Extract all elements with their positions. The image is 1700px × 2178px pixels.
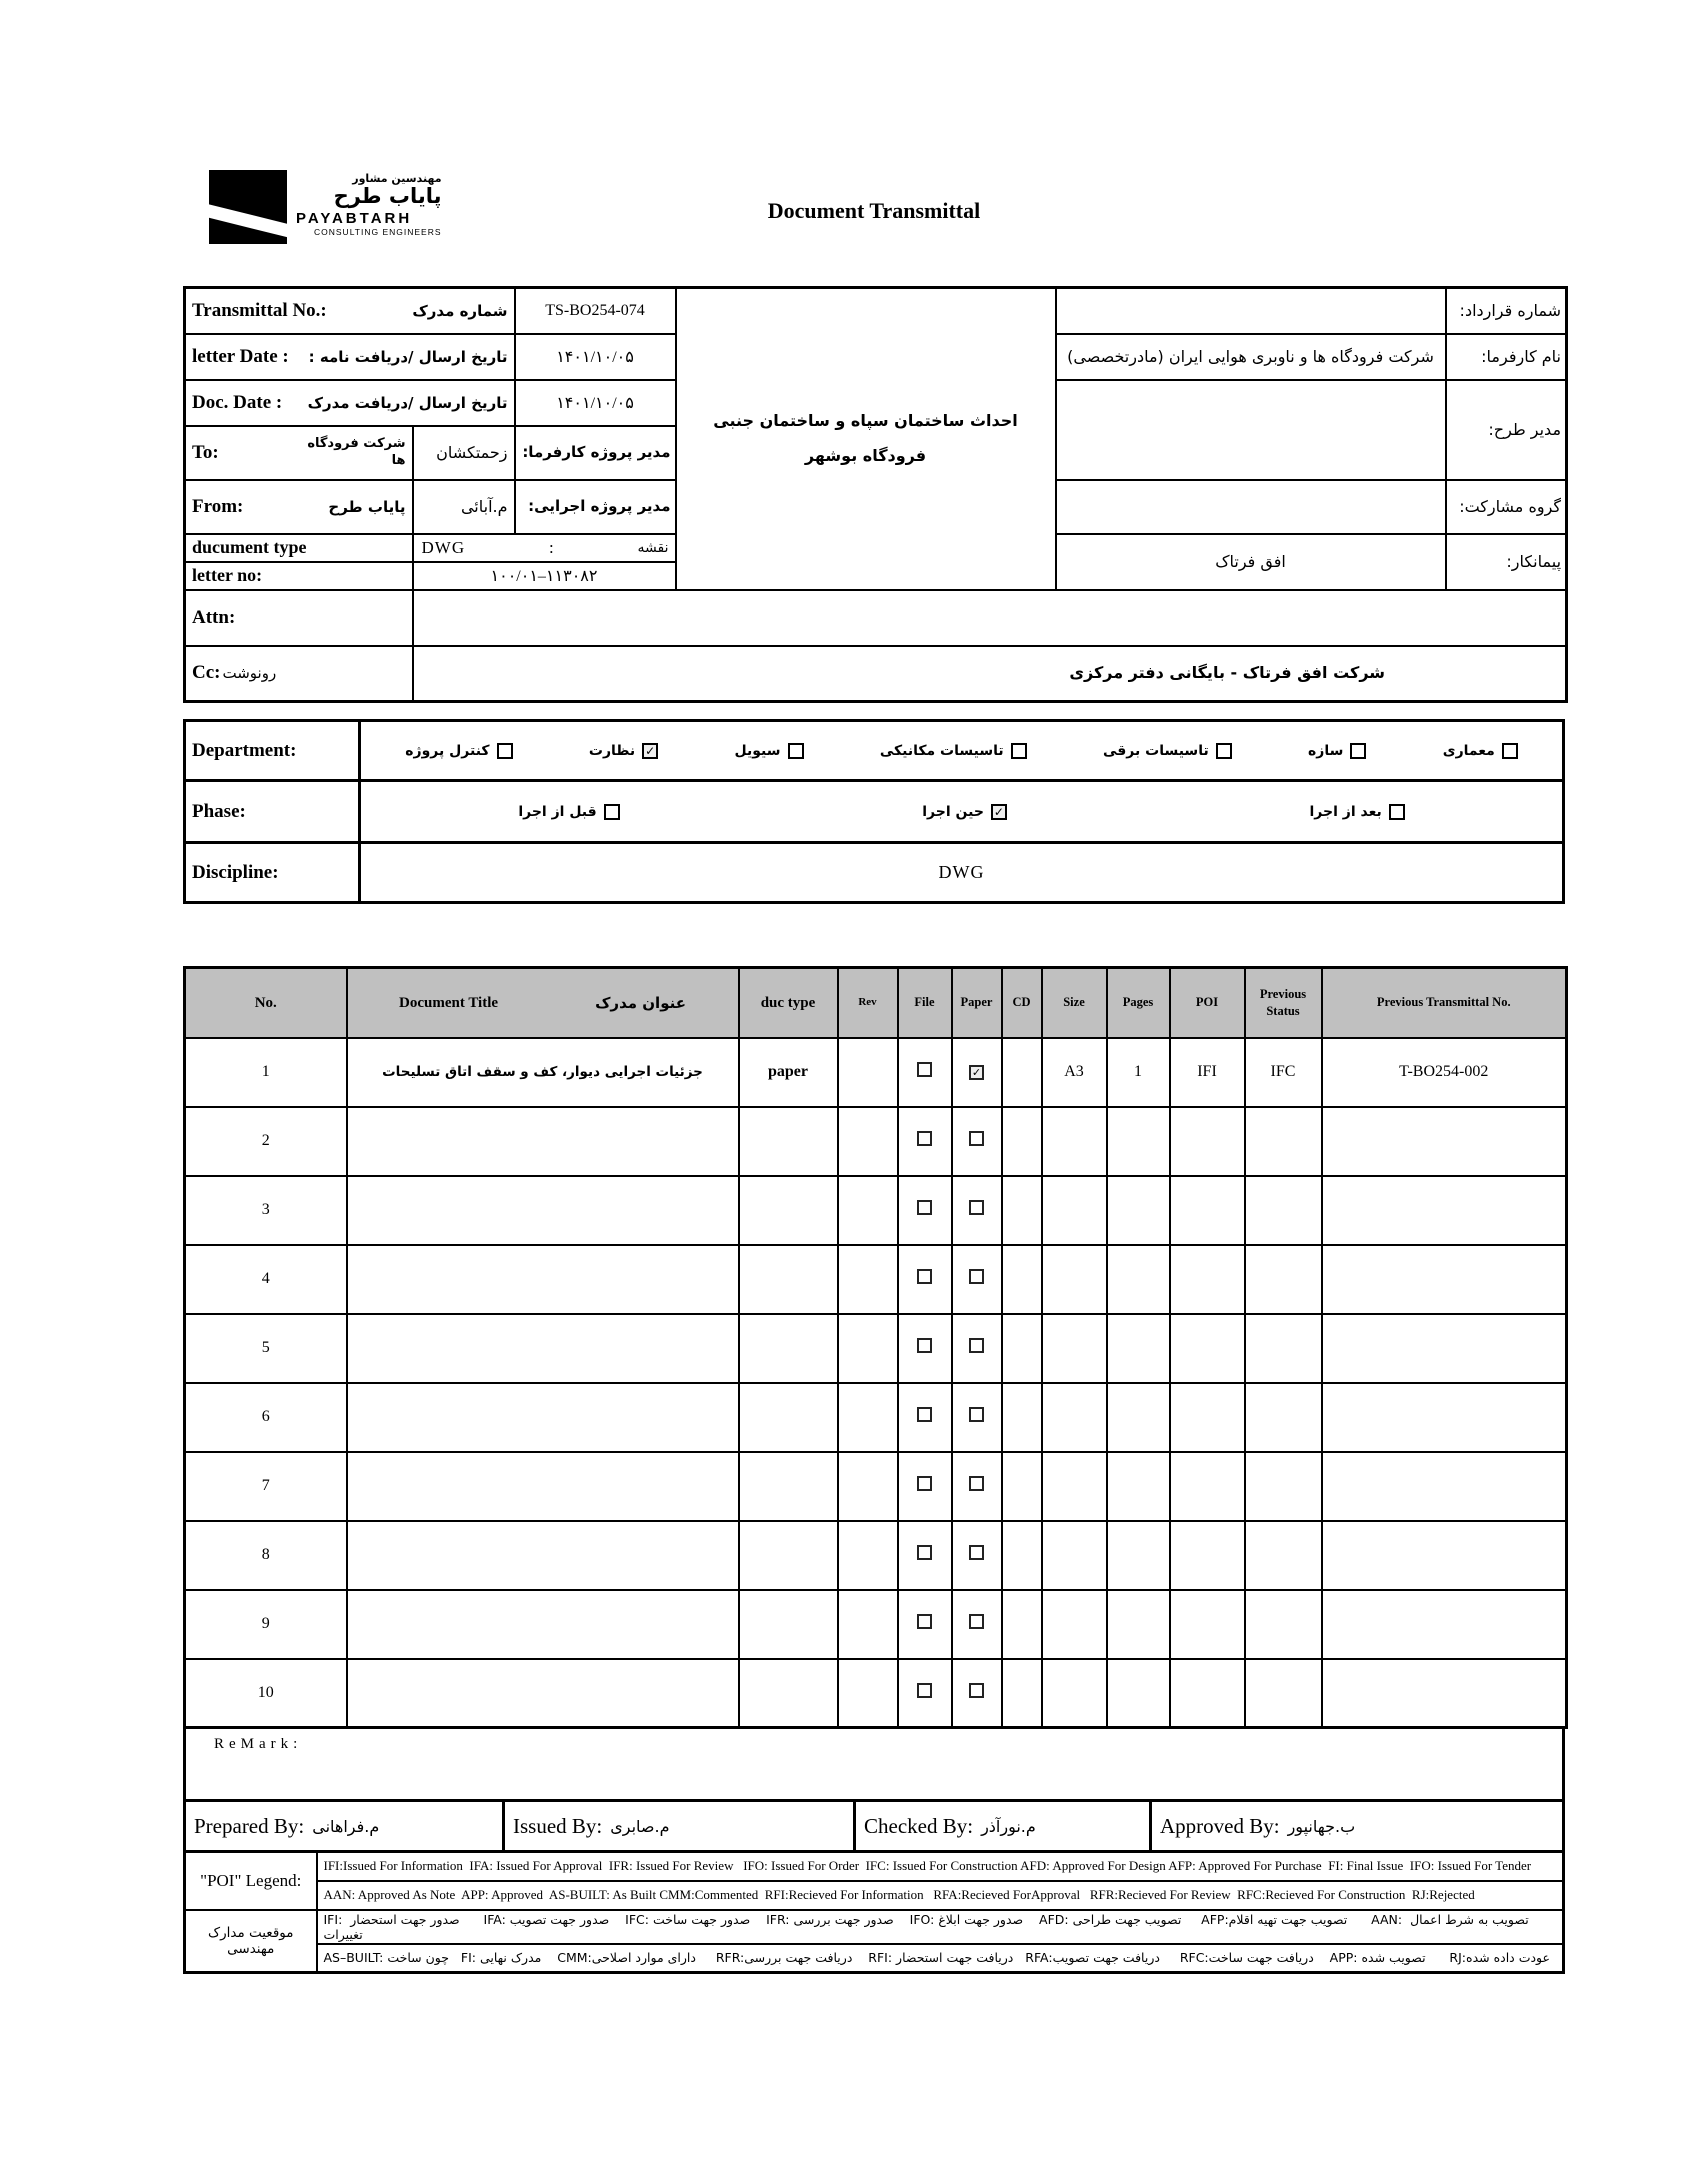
col-header-pages: Pages <box>1107 968 1170 1038</box>
row-rev <box>838 1176 898 1245</box>
row-paper-cell <box>952 1521 1002 1590</box>
classification-table <box>183 719 1565 904</box>
document-type-value-cell <box>413 534 676 562</box>
table-row <box>185 1659 1567 1728</box>
row-number: 8 <box>185 1521 347 1590</box>
contract-no-label: شماره قرارداد: <box>1446 288 1567 334</box>
poi-legend-line2: AAN: Approved As Note APP: Approved AS-BUILT: As Built CMM:Commented RFI:Recieved For Information RFA:Recieved ForApproval RFR:Recieved For Review RFC:Recieved For Construction RJ:Rejected <box>317 1881 1564 1910</box>
transmittal-no-value: TS-BO254-074 <box>515 288 676 334</box>
contractor-value: افق فرتاک <box>1056 534 1446 590</box>
from-value: پایاب طرح <box>328 497 406 516</box>
table-row <box>185 1452 1567 1521</box>
row-size <box>1042 1107 1107 1176</box>
paper-checkbox[interactable] <box>969 1200 984 1215</box>
row-prev-status <box>1245 1590 1322 1659</box>
row-file-cell <box>898 1245 952 1314</box>
logo-fa-tagline: مهندسین مشاور <box>352 172 442 185</box>
table-row <box>185 1590 1567 1659</box>
department-option <box>405 743 512 759</box>
row-number: 1 <box>185 1038 347 1107</box>
letter-date-label-en: letter Date : <box>192 345 289 367</box>
row-cd <box>1002 1038 1042 1107</box>
row-pages <box>1107 1659 1170 1728</box>
doc-date-label-cell <box>185 380 515 426</box>
doc-date-label-fa: تاریخ ارسال /دریافت مدرک <box>307 393 508 412</box>
row-size <box>1042 1245 1107 1314</box>
document-rows <box>185 1038 1567 1728</box>
row-prev-transmittal <box>1322 1383 1567 1452</box>
col-header-title-en: Document Title <box>399 994 499 1011</box>
row-duc-type <box>739 1659 838 1728</box>
col-header-rev: Rev <box>838 968 898 1038</box>
row-prev-status <box>1245 1659 1322 1728</box>
row-rev <box>838 1383 898 1452</box>
department-option-label: تاسیسات مکانیکی <box>879 742 1004 759</box>
department-checkbox[interactable] <box>1011 743 1027 759</box>
logo-en-name: PAYABTARH <box>296 210 413 228</box>
paper-checkbox[interactable] <box>969 1476 984 1491</box>
col-header-title <box>347 968 739 1038</box>
client-pm-value: زحمتکشان <box>413 426 515 480</box>
col-header-file: File <box>898 968 952 1038</box>
checked-by-value: م.نورآذر <box>981 1816 1036 1836</box>
table-row <box>185 1314 1567 1383</box>
col-header-no: No. <box>185 968 347 1038</box>
legend-table <box>183 1850 1565 1974</box>
phase-option <box>518 804 619 820</box>
row-prev-transmittal <box>1322 1452 1567 1521</box>
table-row <box>185 1383 1567 1452</box>
row-title-cell <box>347 1176 739 1245</box>
row-title-cell <box>347 1038 739 1107</box>
row-file-cell <box>898 1659 952 1728</box>
phase-options <box>360 781 1564 843</box>
row-pages <box>1107 1107 1170 1176</box>
fa-legend-label: موقعیت مدارک مهندسی <box>185 1910 317 1973</box>
row-poi: IFI <box>1170 1038 1245 1107</box>
row-poi <box>1170 1176 1245 1245</box>
row-size <box>1042 1383 1107 1452</box>
letter-date-value: ۱۴۰۱/۱۰/۰۵ <box>515 334 676 380</box>
phase-checkbox[interactable] <box>604 804 620 820</box>
row-prev-transmittal <box>1322 1107 1567 1176</box>
cc-label-en: Cc: <box>192 662 221 684</box>
prepared-by-cell <box>183 1799 505 1853</box>
file-checkbox[interactable] <box>917 1614 932 1629</box>
row-poi <box>1170 1590 1245 1659</box>
page-title: Document Transmittal <box>767 198 981 223</box>
department-option-label: سیویل <box>734 742 781 759</box>
department-option <box>1443 743 1518 759</box>
phase-option <box>922 804 1007 820</box>
cc-value-cell <box>413 646 1567 702</box>
row-cd <box>1002 1659 1042 1728</box>
col-header-paper: Paper <box>952 968 1002 1038</box>
row-file-cell <box>898 1038 952 1107</box>
row-file-cell <box>898 1176 952 1245</box>
phase-option-label: بعد از اجرا <box>1309 803 1382 820</box>
header-table <box>183 286 1568 703</box>
row-pages <box>1107 1314 1170 1383</box>
row-title-cell <box>347 1521 739 1590</box>
department-option <box>589 743 658 759</box>
row-file-cell <box>898 1383 952 1452</box>
row-prev-transmittal <box>1322 1314 1567 1383</box>
row-prev-transmittal <box>1322 1245 1567 1314</box>
document-type-value-fa: نقشه <box>637 539 669 556</box>
poi-legend-line1: IFI:Issued For Information IFA: Issued For Approval IFR: Issued For Review IFO: Issued For Order IFC: Issued For Construction AFD: Approved For Design AFP: Approved For Purchase FI: Final Issue IFO: Issued For Tender <box>317 1852 1564 1881</box>
row-poi <box>1170 1107 1245 1176</box>
transmittal-no-label-fa: شماره مدرک <box>412 301 508 320</box>
phase-label: Phase: <box>185 781 360 843</box>
department-checkbox-row <box>367 743 1556 759</box>
row-rev <box>838 1590 898 1659</box>
row-prev-transmittal <box>1322 1590 1567 1659</box>
letter-date-label-cell <box>185 334 515 380</box>
department-option-label: تاسیسات برقی <box>1102 742 1209 759</box>
paper-checkbox[interactable]: ✓ <box>969 1065 984 1080</box>
row-cd <box>1002 1383 1042 1452</box>
row-size <box>1042 1590 1107 1659</box>
row-title-cell <box>347 1245 739 1314</box>
row-title-cell <box>347 1383 739 1452</box>
row-file-cell <box>898 1107 952 1176</box>
paper-checkbox[interactable] <box>969 1338 984 1353</box>
row-paper-cell <box>952 1176 1002 1245</box>
phase-option <box>1309 804 1404 820</box>
logo-en-subtitle: CONSULTING ENGINEERS <box>314 227 442 238</box>
design-manager-value <box>1056 380 1446 480</box>
prepared-by-label: Prepared By: <box>194 1813 305 1838</box>
department-checkbox[interactable]: ✓ <box>642 743 658 759</box>
poi-legend-label: "POI" Legend: <box>185 1852 317 1910</box>
partnership-label: گروه مشارکت: <box>1446 480 1567 534</box>
signature-row <box>183 1799 1565 1853</box>
cc-value: شرکت افق فرتاک - بایگانی دفتر مرکزی <box>1069 663 1386 683</box>
paper-checkbox[interactable] <box>969 1545 984 1560</box>
approved-by-label: Approved By: <box>1160 1813 1280 1838</box>
row-duc-type <box>739 1452 838 1521</box>
row-rev <box>838 1659 898 1728</box>
letter-date-label-fa: تاریخ ارسال /دریافت نامه : <box>308 347 508 366</box>
discipline-label: Discipline: <box>185 843 360 903</box>
row-file-cell <box>898 1590 952 1659</box>
row-cd <box>1002 1590 1042 1659</box>
paper-checkbox[interactable] <box>969 1683 984 1698</box>
doc-date-label-en: Doc. Date : <box>192 391 283 413</box>
row-duc-type <box>739 1314 838 1383</box>
col-header-title-fa: عنوان مدرک <box>595 993 686 1012</box>
row-paper-cell <box>952 1107 1002 1176</box>
row-number: 4 <box>185 1245 347 1314</box>
row-duc-type <box>739 1590 838 1659</box>
checked-by-cell <box>853 1799 1152 1853</box>
design-manager-label: مدیر طرح: <box>1446 380 1567 480</box>
to-value: شرکت فرودگاه ها <box>307 436 406 468</box>
phase-checkbox-row <box>367 804 1556 820</box>
department-option-label: معماری <box>1442 742 1495 759</box>
transmittal-no-label-en: Transmittal No.: <box>192 299 327 321</box>
row-prev-status <box>1245 1107 1322 1176</box>
department-checkbox[interactable] <box>788 743 804 759</box>
paper-checkbox[interactable] <box>969 1131 984 1146</box>
row-paper-cell <box>952 1590 1002 1659</box>
file-checkbox[interactable] <box>917 1338 932 1353</box>
issued-by-value: م.صابری <box>610 1816 670 1836</box>
phase-checkbox[interactable] <box>1389 804 1405 820</box>
row-duc-type <box>739 1521 838 1590</box>
row-number: 2 <box>185 1107 347 1176</box>
row-paper-cell <box>952 1452 1002 1521</box>
file-checkbox[interactable] <box>917 1269 932 1284</box>
logo-fa-name: پایاب طرح <box>333 184 442 208</box>
row-prev-transmittal <box>1322 1659 1567 1728</box>
remark-box <box>183 1726 1565 1802</box>
row-number: 10 <box>185 1659 347 1728</box>
cc-label-fa: رونوشت <box>222 664 277 683</box>
from-cell <box>185 480 413 534</box>
row-pages <box>1107 1383 1170 1452</box>
row-prev-transmittal <box>1322 1176 1567 1245</box>
project-title-cell <box>676 288 1056 590</box>
issued-by-label: Issued By: <box>513 1813 603 1838</box>
prepared-by-value: م.فراهانی <box>312 1816 380 1836</box>
approved-by-value: ب.جهانپور <box>1287 1816 1356 1836</box>
row-title: جزئیات اجرایی دیوار، کف و سقف اتاق تسلیحات <box>382 1064 703 1080</box>
department-option <box>1103 743 1232 759</box>
row-number: 6 <box>185 1383 347 1452</box>
col-header-cd: CD <box>1002 968 1042 1038</box>
col-header-prev-status: Previous Status <box>1245 968 1322 1038</box>
row-size <box>1042 1521 1107 1590</box>
department-checkbox[interactable] <box>497 743 513 759</box>
row-pages <box>1107 1590 1170 1659</box>
row-rev <box>838 1107 898 1176</box>
row-number: 5 <box>185 1314 347 1383</box>
col-header-prev-transmittal: Previous Transmittal No. <box>1322 968 1567 1038</box>
row-number: 7 <box>185 1452 347 1521</box>
department-checkbox[interactable] <box>1502 743 1518 759</box>
row-rev <box>838 1038 898 1107</box>
row-size <box>1042 1452 1107 1521</box>
row-rev <box>838 1452 898 1521</box>
file-checkbox[interactable] <box>917 1476 932 1491</box>
department-option-label: سازه <box>1308 742 1344 759</box>
row-pages <box>1107 1245 1170 1314</box>
row-poi <box>1170 1383 1245 1452</box>
row-cd <box>1002 1452 1042 1521</box>
row-rev <box>838 1245 898 1314</box>
partnership-value <box>1056 480 1446 534</box>
row-title-cell <box>347 1452 739 1521</box>
from-label: From: <box>192 495 244 517</box>
doc-date-value: ۱۴۰۱/۱۰/۰۵ <box>515 380 676 426</box>
row-duc-type: paper <box>739 1038 838 1107</box>
row-cd <box>1002 1107 1042 1176</box>
row-poi <box>1170 1659 1245 1728</box>
row-paper-cell <box>952 1314 1002 1383</box>
department-options <box>360 721 1564 781</box>
file-checkbox[interactable] <box>917 1200 932 1215</box>
col-header-size: Size <box>1042 968 1107 1038</box>
row-duc-type <box>739 1107 838 1176</box>
department-checkbox[interactable] <box>1350 743 1366 759</box>
phase-option-label: حین اجرا <box>922 803 984 820</box>
table-row <box>185 1245 1567 1314</box>
row-cd <box>1002 1176 1042 1245</box>
phase-option-label: قبل از اجرا <box>518 803 597 820</box>
to-cell <box>185 426 413 480</box>
row-poi <box>1170 1452 1245 1521</box>
row-size <box>1042 1659 1107 1728</box>
client-name-label: نام کارفرما: <box>1446 334 1567 380</box>
row-file-cell <box>898 1314 952 1383</box>
department-option <box>735 743 804 759</box>
department-option-label: نظارت <box>588 742 636 759</box>
row-prev-status <box>1245 1521 1322 1590</box>
paper-checkbox[interactable] <box>969 1269 984 1284</box>
issued-by-cell <box>502 1799 856 1853</box>
department-option-label: کنترل پروژه <box>405 742 490 759</box>
row-duc-type <box>739 1245 838 1314</box>
row-prev-status <box>1245 1314 1322 1383</box>
row-paper-cell <box>952 1659 1002 1728</box>
cc-label-cell <box>185 646 413 702</box>
row-file-cell <box>898 1521 952 1590</box>
fa-legend-line2: AS–BUILT: چون ساخت FI: مدرک نهایی CMM:دارای موارد اصلاحی RFR:دریافت جهت بررسی RFI: دریافت جهت استحضار RFA:دریافت جهت تصویب RFC:دریافت جهت ساخت APP: تصویب شده RJ:عودت داده شده <box>317 1944 1564 1973</box>
row-prev-transmittal: T-BO254-002 <box>1322 1038 1567 1107</box>
row-prev-status <box>1245 1452 1322 1521</box>
table-row <box>185 1038 1567 1107</box>
row-size <box>1042 1176 1107 1245</box>
file-checkbox[interactable] <box>917 1545 932 1560</box>
row-duc-type <box>739 1383 838 1452</box>
row-title-cell <box>347 1314 739 1383</box>
row-cd <box>1002 1314 1042 1383</box>
department-label: Department: <box>185 721 360 781</box>
row-poi <box>1170 1245 1245 1314</box>
row-file-cell <box>898 1452 952 1521</box>
row-size <box>1042 1314 1107 1383</box>
row-cd <box>1002 1521 1042 1590</box>
row-duc-type <box>739 1176 838 1245</box>
row-title-cell <box>347 1590 739 1659</box>
attn-label-cell: Attn: <box>185 590 413 646</box>
row-poi <box>1170 1314 1245 1383</box>
letter-no-value: ۱۰۰/۰۱–۱۱۳۰۸۲ <box>413 562 676 590</box>
row-pages: 1 <box>1107 1038 1170 1107</box>
checked-by-label: Checked By: <box>864 1813 974 1838</box>
row-prev-transmittal <box>1322 1521 1567 1590</box>
phase-checkbox[interactable]: ✓ <box>991 804 1007 820</box>
contract-no-value <box>1056 288 1446 334</box>
row-number: 3 <box>185 1176 347 1245</box>
transmittal-no-label-cell <box>185 288 515 334</box>
row-prev-status <box>1245 1176 1322 1245</box>
file-checkbox[interactable] <box>917 1131 932 1146</box>
row-paper-cell <box>952 1245 1002 1314</box>
attn-value-cell <box>413 590 1567 646</box>
file-checkbox[interactable] <box>917 1062 932 1077</box>
row-pages <box>1107 1521 1170 1590</box>
row-rev <box>838 1314 898 1383</box>
row-prev-status <box>1245 1383 1322 1452</box>
file-checkbox[interactable] <box>917 1683 932 1698</box>
department-option <box>880 743 1027 759</box>
department-option <box>1308 743 1366 759</box>
paper-checkbox[interactable] <box>969 1614 984 1629</box>
fa-legend-line1: IFI: صدور جهت استحضار IFA: صدور جهت تصویب IFC: صدور جهت ساخت IFR: صدور جهت بررسی IFO: صدور جهت ابلاغ AFD: تصویب جهت طراحی AFP:تصویب جهت تهیه اقلام AAN: تصویب به شرط اعمال تغییرات <box>317 1910 1564 1944</box>
exec-pm-label: مدیر پروژه اجرایی: <box>515 480 676 534</box>
row-number: 9 <box>185 1590 347 1659</box>
file-checkbox[interactable] <box>917 1407 932 1422</box>
col-header-duc-type: duc type <box>739 968 838 1038</box>
letter-no-label-cell: letter no: <box>185 562 413 590</box>
client-name-value: شرکت فرودگاه ها و ناوبری هوایی ایران (مادرتخصصی) <box>1056 334 1446 380</box>
row-rev <box>838 1521 898 1590</box>
row-size: A3 <box>1042 1038 1107 1107</box>
table-row <box>185 1107 1567 1176</box>
document-type-label-cell: ducument type <box>185 534 413 562</box>
row-pages <box>1107 1452 1170 1521</box>
table-row <box>185 1176 1567 1245</box>
client-pm-label: مدیر پروژه کارفرما: <box>515 426 676 480</box>
row-poi <box>1170 1521 1245 1590</box>
transmittal-form <box>183 168 1565 1974</box>
approved-by-cell <box>1149 1799 1565 1853</box>
to-label: To: <box>192 441 219 463</box>
row-title-cell <box>347 1659 739 1728</box>
department-checkbox[interactable] <box>1216 743 1232 759</box>
row-pages <box>1107 1176 1170 1245</box>
discipline-value: DWG <box>360 843 1564 903</box>
row-cd <box>1002 1245 1042 1314</box>
row-paper-cell <box>952 1038 1002 1107</box>
table-row <box>185 1521 1567 1590</box>
row-title-cell <box>347 1107 739 1176</box>
exec-pm-value: م.آبائی <box>413 480 515 534</box>
row-prev-status <box>1245 1245 1322 1314</box>
top-bar <box>183 168 1565 286</box>
document-type-value: DWG <box>421 537 466 557</box>
paper-checkbox[interactable] <box>969 1407 984 1422</box>
row-prev-status: IFC <box>1245 1038 1322 1107</box>
col-header-poi: POI <box>1170 968 1245 1038</box>
project-title: احداث ساختمان سپاه و ساختمان جنبی فرودگاه بوشهر <box>713 411 1018 465</box>
remark-label: ReMark: <box>214 1736 303 1752</box>
document-list-table <box>183 966 1568 1729</box>
document-type-colon: : <box>548 537 554 557</box>
contractor-label: پیمانکار: <box>1446 534 1567 590</box>
row-paper-cell <box>952 1383 1002 1452</box>
